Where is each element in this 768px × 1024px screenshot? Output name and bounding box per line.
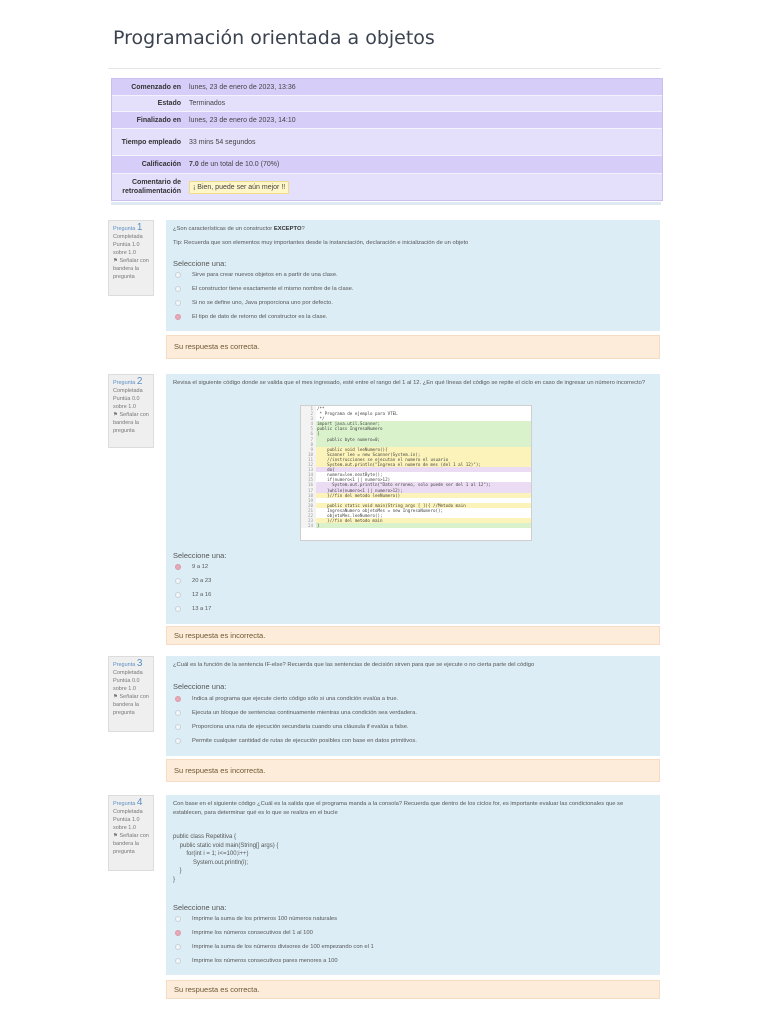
summary-value: 33 mins 54 segundos: [189, 138, 256, 146]
question-content: [166, 656, 660, 756]
question-number: 4: [136, 797, 143, 808]
summary-value: Terminados: [189, 100, 226, 107]
question-score: Puntúa 1.0 sobre 1.0: [113, 817, 140, 831]
answer-option[interactable]: Permite cualquier cantidad de rutas de ejecución posibles con base en datos primitivos.: [175, 738, 417, 744]
code-line: 1 /**: [301, 406, 531, 411]
question-label: Pregunta: [113, 801, 136, 807]
summary-row-state: [112, 96, 662, 112]
answer-option[interactable]: 12 a 16: [175, 592, 211, 598]
summary-label: Comenzado en: [131, 83, 181, 91]
radio-button[interactable]: [175, 606, 181, 612]
question-feedback: Su respuesta es correcta.: [166, 980, 660, 999]
summary-row-feedback: [112, 174, 662, 200]
answer-option[interactable]: Ejecuta un bloque de sentencias continuamente mientras una condición sea verdadera.: [175, 710, 417, 716]
code-line: 16 System.out.println("Dato erroneo, solo puede ser del 1 al 12");: [301, 482, 531, 487]
answer-option[interactable]: Imprime la suma de los primeros 100 números naturales: [175, 916, 337, 922]
radio-button[interactable]: [175, 724, 181, 730]
radio-button[interactable]: [175, 958, 181, 964]
radio-button[interactable]: [175, 272, 181, 278]
answer-option[interactable]: El tipo de dato de retorno del constructor es la clase.: [175, 314, 327, 320]
radio-button-selected[interactable]: [175, 930, 181, 936]
summary-value: [186, 161, 279, 168]
question-score: Puntúa 1.0 sobre 1.0: [113, 242, 140, 256]
code-line: 14 numero=lee.nextByte();: [301, 472, 531, 477]
page-title: Programación orientada a objetos: [113, 27, 435, 49]
question-status: Completada: [113, 809, 143, 815]
answer-option[interactable]: Proporciona una ruta de ejecución secundaria cuando una cláusula if evalúa a false.: [175, 724, 409, 730]
summary-label: Estado: [157, 100, 181, 107]
question-feedback: Su respuesta es correcta.: [166, 335, 660, 359]
code-line: 21 IngresaNumero objetoMes = new IngresaNumero();: [301, 508, 531, 513]
question-text: Con base en el siguiente código ¿Cuál es la salida que el programa manda a la consola? Recuerda que dentro de los ciclos for, es importante evaluar las condicionales que se establecen, para determinar qué es lo que se realiza en el bucle: [173, 801, 624, 816]
summary-label: Finalizado en: [136, 116, 181, 124]
code-line: 3 */: [301, 416, 531, 421]
code-line: 6 {: [301, 431, 531, 436]
code-line: 15 if(numero<1 || numero>12): [301, 477, 531, 482]
answer-option[interactable]: Indica al programa que ejecute cierto código sólo si una condición evalúa a true.: [175, 696, 398, 702]
question-status: Completada: [113, 234, 143, 240]
answer-option[interactable]: El constructor tiene exactamente el mismo nombre de la clase.: [175, 286, 353, 292]
grade-total: de un total de 10.0 (70%): [200, 161, 280, 168]
radio-button[interactable]: [175, 738, 181, 744]
overall-feedback: ¡ Bien, puede ser aún mejor !!: [189, 181, 289, 194]
grade-value: 7.0: [189, 161, 199, 168]
radio-button[interactable]: [175, 916, 181, 922]
code-line: 7 public byte numero=0;: [301, 437, 531, 442]
question-label: Pregunta: [113, 380, 136, 386]
radio-button-selected[interactable]: [175, 314, 181, 320]
question-info: [108, 374, 154, 448]
select-one-prompt: Seleccione una:: [173, 903, 227, 912]
answer-option[interactable]: Sirve para crear nuevos objetos en a partir de una clase.: [175, 272, 338, 278]
flag-icon: ⚑: [113, 258, 118, 264]
radio-button[interactable]: [175, 300, 181, 306]
code-line: 9 public void leeNumero(){: [301, 447, 531, 452]
flag-icon: ⚑: [113, 412, 118, 418]
question-score: Puntúa 0.0 sobre 1.0: [113, 396, 140, 410]
question-label: Pregunta: [113, 226, 136, 232]
answer-option[interactable]: Imprime la suma de los números divisores de 100 empezando con el 1: [175, 944, 374, 950]
code-line: 19: [301, 498, 531, 503]
answer-option[interactable]: 9 a 12: [175, 564, 208, 570]
flag-icon: ⚑: [113, 694, 118, 700]
code-line: 2 * Programa de ejemplo para VTEL: [301, 411, 531, 416]
select-one-prompt: Seleccione una:: [173, 551, 227, 560]
code-line: 22 objetoMes.leeNumero();: [301, 513, 531, 518]
answer-option[interactable]: 20 a 23: [175, 578, 211, 584]
code-screenshot: [300, 405, 532, 541]
code-line: 20 public static void main(String args [ ]){ //Metodo main: [301, 503, 531, 508]
flag-question-link[interactable]: ⚑ Señalar con bandera la pregunta: [113, 694, 149, 716]
answer-option[interactable]: Imprime los números consecutivos del 1 al 100: [175, 930, 313, 936]
code-line: 11 //instrucciones se ejecutan el numero el usuario: [301, 457, 531, 462]
code-line: 24 }: [301, 523, 531, 528]
question-feedback: Su respuesta es incorrecta.: [166, 626, 660, 645]
code-snippet: public class Repetitiva { public static void main(String[] args) { for(int i = 1; i<=100;i++) System.out.println(i); } }: [173, 834, 279, 883]
code-line: 17 }while(numero<1 || numero>12);: [301, 488, 531, 493]
flag-question-link[interactable]: ⚑ Señalar con bandera la pregunta: [113, 412, 149, 434]
flag-question-link[interactable]: ⚑ Señalar con bandera la pregunta: [113, 258, 149, 280]
summary-label: Tiempo empleado: [121, 138, 181, 146]
divider: [108, 68, 661, 69]
flag-icon: ⚑: [113, 833, 118, 839]
answer-option[interactable]: Si no se define uno, Java proporciona uno por defecto.: [175, 300, 333, 306]
code-line: 8: [301, 442, 531, 447]
question-status: Completada: [113, 388, 143, 394]
radio-button-selected[interactable]: [175, 564, 181, 570]
question-feedback: Su respuesta es incorrecta.: [166, 759, 660, 782]
question-info: [108, 795, 154, 871]
flag-question-link[interactable]: ⚑ Señalar con bandera la pregunta: [113, 833, 149, 855]
radio-button[interactable]: [175, 286, 181, 292]
summary-row-time: [112, 129, 662, 156]
summary-row-grade: [112, 156, 662, 174]
code-line: 13 do{: [301, 467, 531, 472]
question-tip: Tip: Recuerda que son elementos muy importantes desde la instanciación, declaración e inicialización de un objeto: [173, 240, 469, 246]
answer-option[interactable]: Imprime los números consecutivos pares menores a 100: [175, 958, 338, 964]
code-line: 5 public class IngresaNumero: [301, 426, 531, 431]
question-text: ¿Cuál es la función de la sentencia IF-else? Recuerda que las sentencias de decisión sirven para que se ejecute o no cierta parte del código: [173, 662, 535, 668]
code-line: 18 }//fin del metodo leeNumero(): [301, 493, 531, 498]
radio-button[interactable]: [175, 710, 181, 716]
summary-label: Calificación: [141, 161, 181, 168]
question-text: ¿Son características de un constructor EXCEPTO?: [173, 226, 305, 232]
question-status: Completada: [113, 670, 143, 676]
question-number: 3: [136, 658, 143, 669]
summary-row-finished: [112, 112, 662, 129]
select-one-prompt: Seleccione una:: [173, 259, 227, 268]
summary-row-started: [112, 79, 662, 96]
divider: [111, 202, 661, 205]
radio-button[interactable]: [175, 592, 181, 598]
code-line: 4 import java.util.Scanner;: [301, 421, 531, 426]
question-label: Pregunta: [113, 662, 136, 668]
question-number: 2: [136, 376, 143, 387]
summary-value: [186, 181, 289, 194]
answer-option[interactable]: 13 a 17: [175, 606, 211, 612]
question-content: [166, 220, 660, 331]
question-content: [166, 795, 660, 975]
summary-value: lunes, 23 de enero de 2023, 14:10: [189, 116, 296, 124]
code-line: 10 Scanner lee = new Scanner(System.in);: [301, 452, 531, 457]
code-line: 12 System.out.println("Ingresa el numero de mes (del 1 al 12)");: [301, 462, 531, 467]
summary-value: lunes, 23 de enero de 2023, 13:36: [189, 83, 296, 91]
radio-button[interactable]: [175, 944, 181, 950]
attempt-summary-table: [111, 78, 663, 201]
select-one-prompt: Seleccione una:: [173, 682, 227, 691]
question-info: [108, 220, 154, 296]
question-score: Puntúa 0.0 sobre 1.0: [113, 678, 140, 692]
radio-button-selected[interactable]: [175, 696, 181, 702]
question-number: 1: [136, 222, 143, 233]
radio-button[interactable]: [175, 578, 181, 584]
question-info: [108, 656, 154, 732]
question-text: Revisa el siguiente código donde se valida que el mes ingresado, esté entre el rango del 1 al 12. ¿En qué líneas del código se repite el ciclo en caso de ingresar un número incorrecto?: [173, 380, 646, 386]
summary-label: Comentario de retroalimentación: [122, 179, 181, 195]
code-line: 23 }//fin del metodo main: [301, 518, 531, 523]
question-content: [166, 374, 660, 624]
